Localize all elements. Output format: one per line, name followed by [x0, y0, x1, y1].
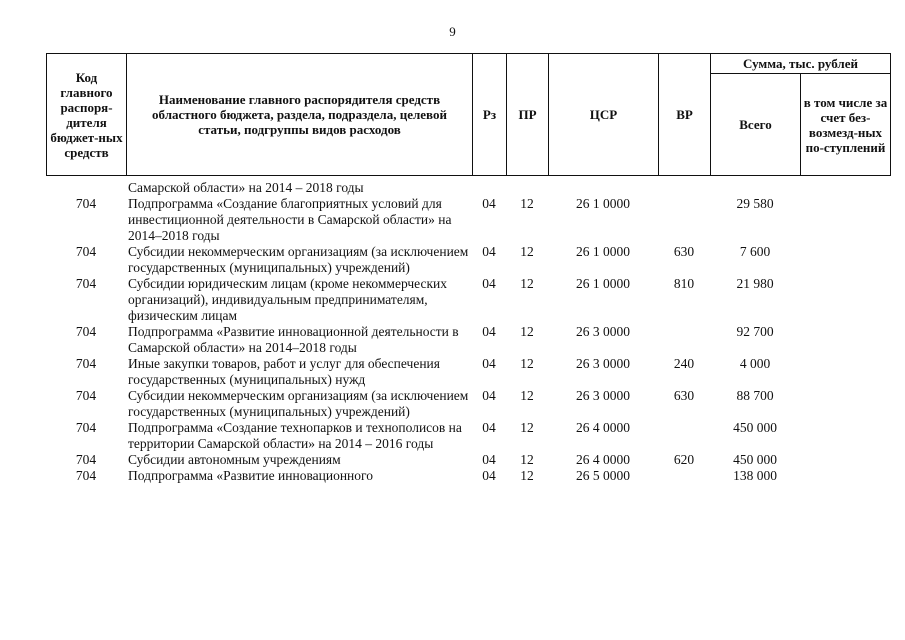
row-name: Подпрограмма «Создание технопарков и технополисов на территории Самарской области» на 2014 – 2016 годы	[128, 420, 462, 451]
row-vr: 240	[673, 356, 695, 371]
row-csr: 26 3 0000	[576, 356, 630, 371]
row-rz: 04	[482, 452, 496, 467]
row-total: 88 700	[736, 388, 774, 403]
header-rz: Рз	[473, 54, 507, 176]
header-code: Код главного распоря-дителя бюджет-ных средств	[47, 54, 127, 176]
row-incl	[800, 276, 890, 324]
row-total: 450 000	[733, 420, 777, 435]
row-pr: 12	[520, 452, 534, 467]
row-total: 29 580	[736, 196, 774, 211]
table-row	[46, 468, 890, 484]
row-incl	[800, 388, 890, 420]
row-total: 450 000	[733, 452, 777, 467]
row-vr	[658, 180, 710, 196]
row-rz: 04	[482, 420, 496, 435]
row-rz: 04	[482, 388, 496, 403]
row-code: 704	[75, 324, 97, 339]
table-row	[46, 244, 890, 276]
row-rz	[472, 180, 506, 196]
row-total: 92 700	[736, 324, 774, 339]
row-vr	[658, 420, 710, 452]
table-row	[46, 324, 890, 356]
row-incl	[800, 180, 890, 196]
row-rz: 04	[482, 324, 496, 339]
row-code: 704	[75, 388, 97, 403]
row-incl	[800, 324, 890, 356]
row-name: Субсидии некоммерческим организациям (за исключением государственных (муниципальных) учреждений)	[128, 388, 469, 419]
row-vr	[658, 468, 710, 484]
table-row	[46, 180, 890, 196]
row-code: 704	[75, 468, 97, 483]
row-rz: 04	[482, 468, 496, 483]
budget-table	[46, 53, 890, 484]
table-row	[46, 196, 890, 244]
row-code: 704	[75, 276, 97, 291]
row-incl	[800, 196, 890, 244]
row-name: Субсидии автономным учреждениям	[128, 452, 341, 467]
row-rz: 04	[482, 356, 496, 371]
row-vr: 630	[673, 244, 695, 259]
header-pr: ПР	[507, 54, 549, 176]
row-code: 704	[75, 420, 97, 435]
row-name: Субсидии юридическим лицам (кроме некоммерческих организаций), индивидуальным предпринимателям, физическим лицам	[128, 276, 448, 323]
row-vr: 810	[673, 276, 695, 291]
row-csr: 26 1 0000	[576, 276, 630, 291]
row-vr: 620	[673, 452, 695, 467]
row-name: Подпрограмма «Создание благоприятных условий для инвестиционной деятельности в Самарской области» на 2014–2018 годы	[128, 196, 452, 243]
row-code: 704	[75, 356, 97, 371]
header-sum: Сумма, тыс. рублей	[711, 54, 891, 74]
row-incl	[800, 356, 890, 388]
row-pr: 12	[520, 244, 534, 259]
table-row	[46, 452, 890, 468]
row-total	[710, 180, 800, 196]
row-csr: 26 5 0000	[576, 468, 630, 483]
header-incl: в том числе за счет без-возмезд-ных по-ступлений	[801, 74, 891, 176]
row-vr	[658, 324, 710, 356]
row-pr: 12	[520, 356, 534, 371]
table-row	[46, 276, 890, 324]
row-pr	[506, 180, 548, 196]
table-header	[46, 53, 891, 176]
row-incl	[800, 420, 890, 452]
row-csr: 26 4 0000	[576, 452, 630, 467]
row-name: Субсидии некоммерческим организациям (за исключением государственных (муниципальных) учреждений)	[128, 244, 469, 275]
table-body	[46, 180, 890, 484]
header-csr: ЦСР	[549, 54, 659, 176]
row-total: 4 000	[739, 356, 771, 371]
header-vr: ВР	[659, 54, 711, 176]
row-total: 138 000	[733, 468, 777, 483]
table-row	[46, 356, 890, 388]
row-name: Самарской области» на 2014 – 2018 годы	[128, 180, 364, 195]
row-incl	[800, 244, 890, 276]
row-pr: 12	[520, 420, 534, 435]
page-number: 9	[449, 24, 456, 39]
row-csr: 26 4 0000	[576, 420, 630, 435]
row-code	[46, 180, 126, 196]
row-rz: 04	[482, 276, 496, 291]
row-csr	[548, 180, 658, 196]
row-vr: 630	[673, 388, 695, 403]
row-name: Подпрограмма «Развитие инновационного	[128, 468, 373, 483]
header-total: Всего	[711, 74, 801, 176]
row-pr: 12	[520, 388, 534, 403]
row-name: Иные закупки товаров, работ и услуг для обеспечения государственных (муниципальных) нужд	[128, 356, 440, 387]
table-row	[46, 388, 890, 420]
table-row	[46, 420, 890, 452]
row-rz: 04	[482, 196, 496, 211]
row-total: 21 980	[736, 276, 774, 291]
row-csr: 26 3 0000	[576, 324, 630, 339]
row-csr: 26 3 0000	[576, 388, 630, 403]
row-total: 7 600	[739, 244, 771, 259]
row-csr: 26 1 0000	[576, 244, 630, 259]
row-vr	[658, 196, 710, 244]
header-name: Наименование главного распорядителя средств областного бюджета, раздела, подраздела, целевой статьи, подгруппы видов расходов	[127, 54, 473, 176]
row-incl	[800, 468, 890, 484]
row-incl	[800, 452, 890, 468]
row-pr: 12	[520, 468, 534, 483]
row-csr: 26 1 0000	[576, 196, 630, 211]
row-code: 704	[75, 196, 97, 211]
row-pr: 12	[520, 276, 534, 291]
row-pr: 12	[520, 324, 534, 339]
row-code: 704	[75, 452, 97, 467]
row-code: 704	[75, 244, 97, 259]
row-rz: 04	[482, 244, 496, 259]
row-name: Подпрограмма «Развитие инновационной деятельности в Самарской области» на 2014–2018 годы	[128, 324, 459, 355]
row-pr: 12	[520, 196, 534, 211]
